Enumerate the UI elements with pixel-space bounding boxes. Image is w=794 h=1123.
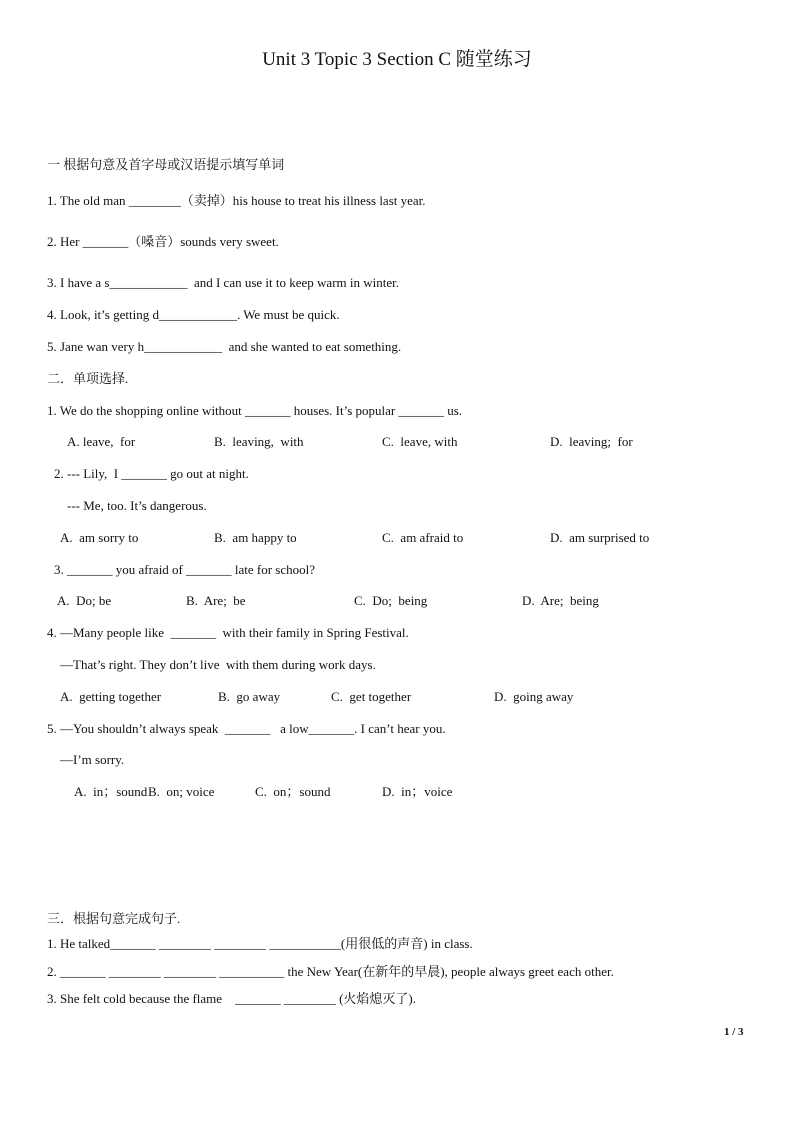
q1-option-c: C. leave, with — [382, 434, 458, 449]
section3-item-2: 2. _______ ________ ________ __________ the New Year(在新年的早晨), people always greet each other. — [47, 964, 614, 979]
q5-option-c: C. on；sound — [255, 784, 331, 799]
q3-option-d: D. Are; being — [522, 593, 599, 608]
q5-option-b: B. on; voice — [148, 784, 215, 799]
section1-item-5: 5. Jane wan very h____________ and she wanted to eat something. — [47, 339, 402, 354]
q1-option-d: D. leaving; for — [550, 434, 633, 449]
q4-option-a: A. getting together — [60, 689, 162, 704]
q2-option-b: B. am happy to — [214, 530, 297, 545]
q4-option-d: D. going away — [494, 689, 574, 704]
section1-item-1: 1. The old man ________（卖掉）his house to treat his illness last year. — [47, 193, 426, 208]
q5-option-a: A. in；sound — [74, 784, 148, 799]
q1-option-b: B. leaving, with — [214, 434, 304, 449]
q3-option-c: C. Do; being — [354, 593, 428, 608]
section2-heading: 二．单项选择. — [47, 371, 129, 386]
section1-item-3: 3. I have a s____________ and I can use it to keep warm in winter. — [47, 275, 399, 290]
q4-reply: —That’s right. They don’t live with them during work days. — [60, 657, 376, 672]
q4-option-b: B. go away — [218, 689, 281, 704]
section3-item-1: 1. He talked_______ ________ ________ ___________(用很低的声音) in class. — [47, 936, 473, 951]
section1-item-2: 2. Her _______（嗓音）sounds very sweet. — [47, 234, 279, 249]
q2-stem: 2. --- Lily, I _______ go out at night. — [54, 466, 249, 481]
q1-stem: 1. We do the shopping online without _______ houses. It’s popular _______ us. — [47, 403, 463, 418]
q4-stem: 4. —Many people like _______ with their family in Spring Festival. — [47, 625, 409, 640]
q2-option-c: C. am afraid to — [382, 530, 464, 545]
q3-option-a: A. Do; be — [57, 593, 112, 608]
q2-option-a: A. am sorry to — [60, 530, 139, 545]
q3-option-b: B. Are; be — [186, 593, 246, 608]
section1-heading: 一 根据句意及首字母或汉语提示填写单词 — [47, 157, 285, 172]
page-title: Unit 3 Topic 3 Section C 随堂练习 — [262, 49, 532, 70]
section1-item-4: 4. Look, it’s getting d____________. We must be quick. — [47, 307, 340, 322]
q5-option-d: D. in；voice — [382, 784, 453, 799]
q2-option-d: D. am surprised to — [550, 530, 650, 545]
q2-reply: --- Me, too. It’s dangerous. — [67, 498, 207, 513]
q4-option-c: C. get together — [331, 689, 412, 704]
q5-stem: 5. —You shouldn’t always speak _______ a low_______. I can’t hear you. — [47, 721, 446, 736]
q3-stem: 3. _______ you afraid of _______ late for school? — [54, 562, 316, 577]
section3-item-3: 3. She felt cold because the flame _______ ________ (火焰熄灭了). — [47, 991, 416, 1006]
q1-option-a: A. leave, for — [67, 434, 136, 449]
page-number: 1 / 3 — [724, 1026, 744, 1038]
section3-heading: 三．根据句意完成句子. — [47, 911, 181, 926]
q5-reply: —I’m sorry. — [60, 752, 125, 767]
